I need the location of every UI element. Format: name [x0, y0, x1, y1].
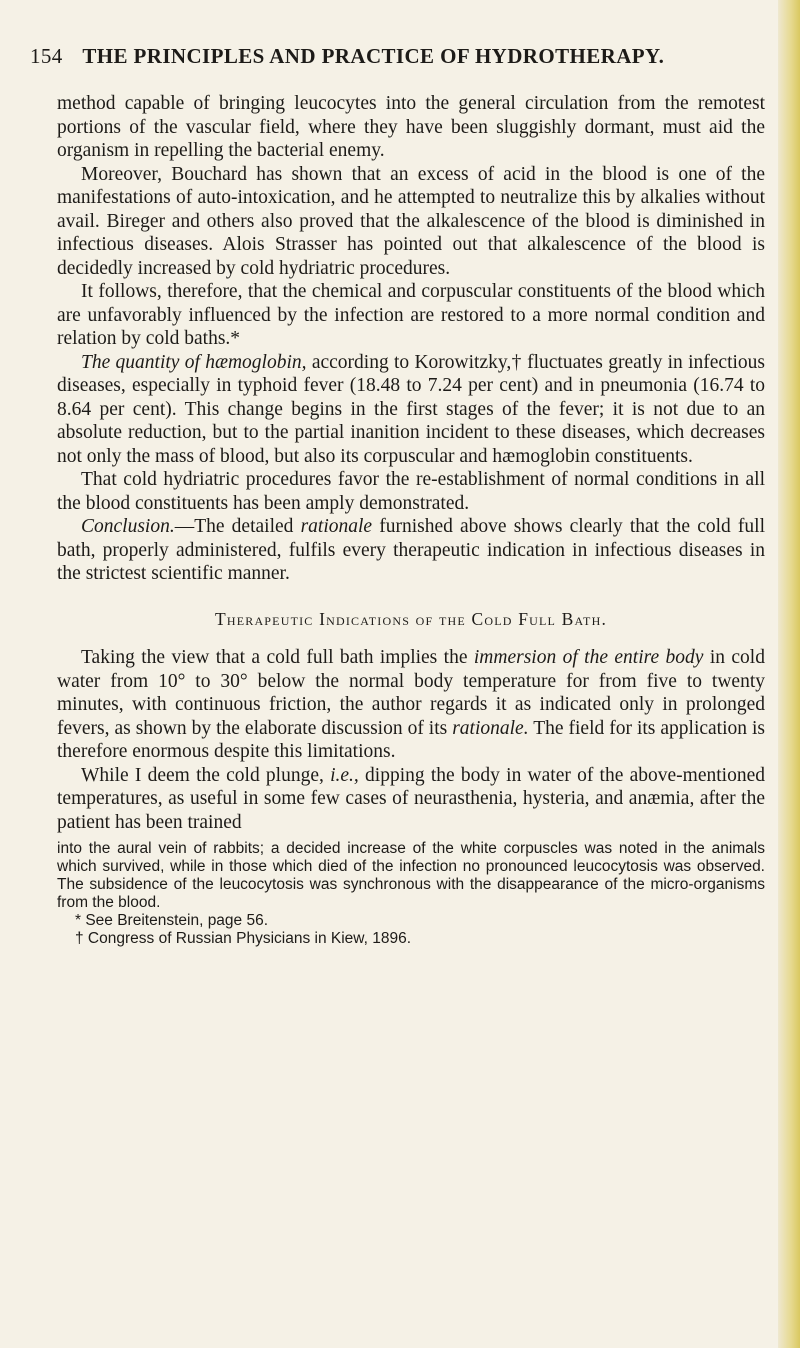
- text-run: Taking the view that a cold full bath implies the: [81, 647, 474, 668]
- italic-text: Conclusion.: [81, 516, 175, 537]
- paragraph-group-2: [57, 646, 765, 834]
- paragraph: [57, 515, 765, 586]
- footnote: † Congress of Russian Physicians in Kiew, 1896.: [75, 930, 412, 947]
- text-run: method capable of bringing leucocytes into the general circulation from the remotest portions of the vascular field, where they have been sluggishly dormant, must aid the organism in repelling the bacterial enemy.: [57, 93, 765, 161]
- text-run: It follows, therefore, that the chemical and corpuscular constituents of the blood which are unfavorably influenced by the infection are restored to a more normal condition and relation by cold baths.*: [57, 281, 765, 349]
- text-run: according to Korowitzky,† fluctuates greatly in infectious diseases, especially in typhoid fever (18.48 to 7.24 per cent) and in pneumonia (16.74 to 8.64 per cent). This change begins in the first stages of the fever; it is not due to an absolute reduction, but to the partial inanition incident to these diseases, which decreases not only the mass of blood, but also its corpuscular and hæmoglobin constituents.: [57, 351, 765, 467]
- italic-text: rationale.: [452, 717, 529, 739]
- text-run: While I deem the cold plunge,: [81, 764, 331, 786]
- text-run: in cold water from 10° to 30° below the normal body temperature for from five to twenty minutes, with continuous friction, the author regards it as indicated only in prolonged fevers, as shown by the elaborate discussion of its: [57, 647, 765, 739]
- footnote-continued: into the aural vein of rabbits; a decided increase of the white corpuscles was noted in the animals which survived, while in those which died of the infection no pronounced leucocytosis was observed. The subsidence of the leucocytosis was synchronous with the disappearance of the micro-organisms from the blood.: [57, 840, 765, 911]
- text-run: The field for its application is therefore enormous despite this limitations.: [57, 717, 765, 762]
- text-run: dipping the body in water of the above-mentioned temperatures, as useful in some few cases of neurasthenia, hysteria, and anæmia, after the patient has been trained: [57, 764, 765, 833]
- text-run: —The detailed: [174, 516, 301, 537]
- footnote: * See Breitenstein, page 56.: [75, 912, 269, 929]
- paragraph-group-1: [57, 92, 765, 586]
- paragraph: [57, 764, 765, 835]
- paragraph: [57, 280, 765, 351]
- running-header: [30, 44, 750, 69]
- page-number: 154: [30, 44, 63, 68]
- paragraph: [57, 468, 765, 515]
- text-run: Moreover, Bouchard has shown that an excess of acid in the blood is one of the manifestations of auto-intoxication, and he attempted to neutralize this by alkalies without avail. Bireger and others also proved that the alkalescence of the blood is diminished in infectious diseases. Alois Strasser has pointed out that alkalescence of the blood is decidedly increased by cold hydriatric procedures.: [57, 163, 765, 279]
- italic-text: i.e.,: [330, 764, 359, 786]
- italic-text: immersion of the entire body: [473, 647, 704, 668]
- text-run: furnished above shows clearly that the cold full bath, properly administered, fulfils every therapeutic indication in infectious diseases in the strictest scientific manner.: [57, 516, 765, 584]
- footnotes: [57, 840, 765, 948]
- paragraph: [57, 92, 765, 163]
- italic-text: The quantity of hæmoglobin,: [81, 351, 307, 373]
- paragraph: [57, 351, 765, 469]
- text-run: That cold hydriatric procedures favor the re-establishment of normal conditions in all the blood constituents has been amply demonstrated.: [57, 469, 765, 514]
- paragraph: [57, 163, 765, 281]
- body-text: [57, 92, 765, 948]
- page-edge: [778, 0, 800, 1348]
- running-title: THE PRINCIPLES AND PRACTICE OF HYDROTHERAPY.: [82, 44, 665, 68]
- section-heading: Therapeutic Indications of the Cold Full Bath.: [214, 608, 608, 629]
- paragraph: [57, 646, 765, 764]
- italic-text: rationale: [300, 516, 373, 537]
